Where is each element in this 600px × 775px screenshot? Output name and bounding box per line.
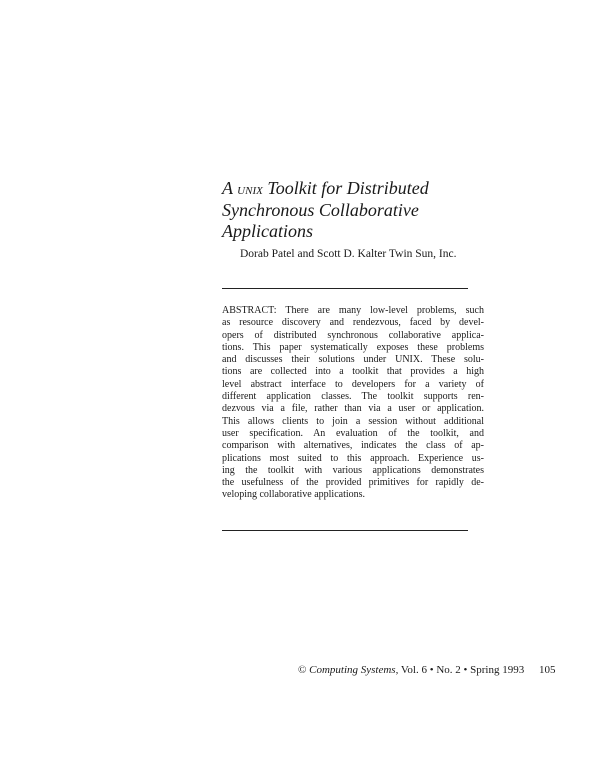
page-number: 105	[538, 664, 556, 676]
title-line-3: Applications	[222, 221, 313, 241]
abstract-label: ABSTRACT:	[222, 305, 277, 316]
paper-title	[222, 178, 522, 242]
abstract-line: dezvous via a file, rather than via a user or application.	[222, 403, 484, 415]
abstract-line: plications most suited to this approach. Experience us-	[222, 452, 484, 464]
abstract-line: tions are collected into a toolkit that provides a high	[222, 366, 484, 378]
abstract-line: the usefulness of the provided primitives for rapidly de-	[222, 477, 484, 489]
title-line-2: Synchronous Collaborative	[222, 200, 419, 220]
page-footer	[298, 664, 555, 676]
abstract-line: veloping collaborative applications.	[222, 489, 366, 501]
abstract-line: user specification. An evaluation of the toolkit, and	[222, 427, 484, 439]
authors-affiliation: Dorab Patel and Scott D. Kalter Twin Sun, Inc.	[240, 248, 457, 260]
abstract	[222, 305, 484, 502]
copyright-symbol: ©	[298, 664, 307, 676]
journal-issue-details: Vol. 6 • No. 2 • Spring 1993	[398, 664, 525, 676]
abstract-line: This allows clients to join a session without additional	[222, 415, 484, 427]
abstract-line: different application classes. The toolkit supports ren-	[222, 391, 484, 403]
abstract-line: ing the toolkit with various applications demonstrates	[222, 464, 484, 476]
title-line-1: A unix Toolkit for Distributed	[222, 178, 429, 198]
journal-name: Computing Systems,	[309, 664, 399, 676]
abstract-line: opers of distributed synchronous collaborative applica-	[222, 329, 484, 341]
abstract-line: as resource discovery and rendezvous, faced by devel-	[222, 317, 484, 329]
divider-top	[222, 288, 468, 289]
abstract-line: ABSTRACT: There are many low-level problems, such	[222, 305, 484, 316]
abstract-line: and discusses their solutions under UNIX. These solu-	[222, 354, 484, 366]
abstract-line: tions. This paper systematically exposes these problems	[222, 341, 484, 353]
unix-small-caps: unix	[237, 181, 263, 198]
divider-bottom	[222, 530, 468, 531]
abstract-line: level abstract interface to developers for a variety of	[222, 378, 484, 390]
abstract-line: comparison with alternatives, indicates the class of ap-	[222, 440, 484, 452]
